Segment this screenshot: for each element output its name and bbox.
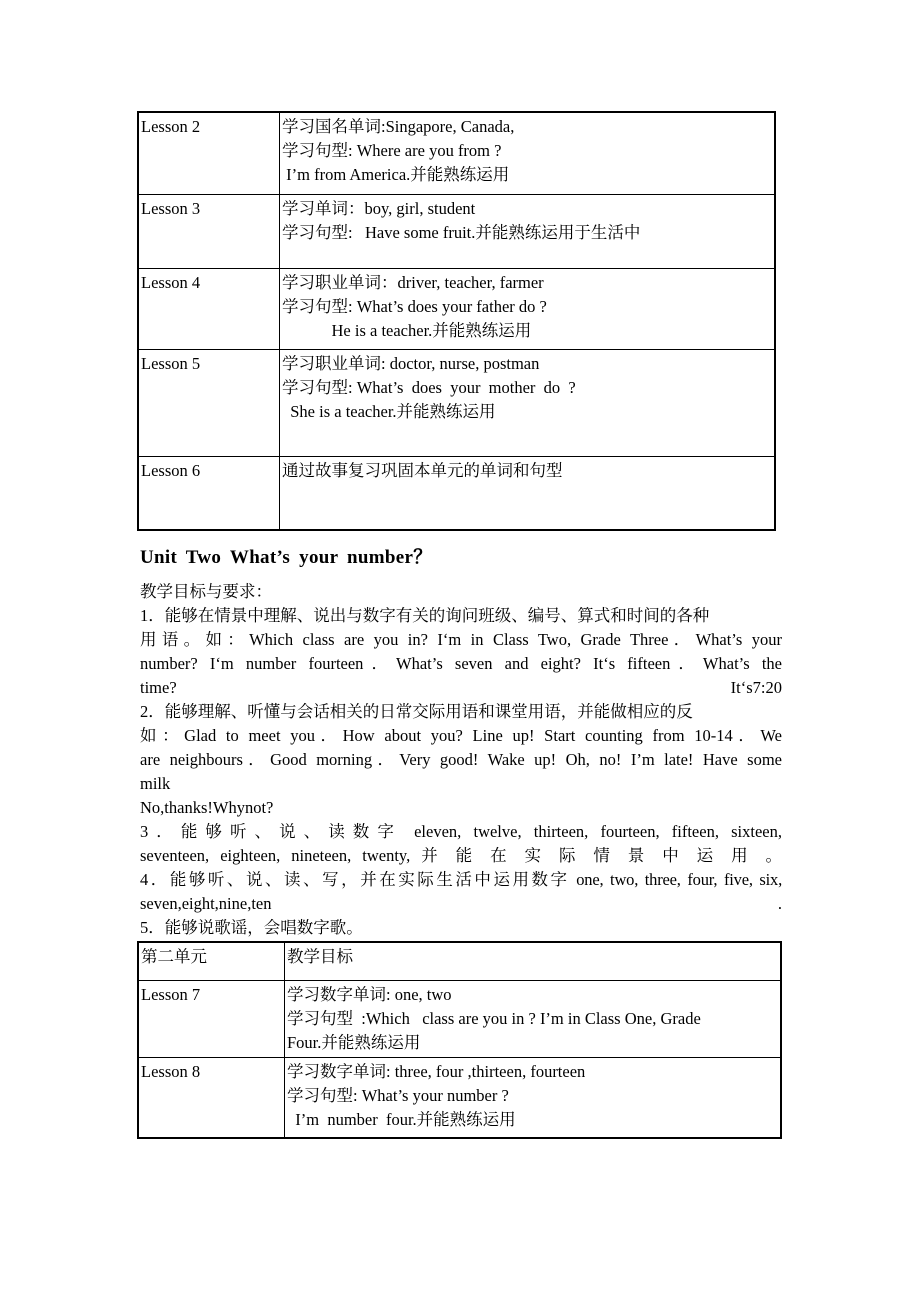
objective-line: She is a teacher.并能熟练运用	[282, 401, 496, 421]
goal-line: 1．能够在情景中理解、说出与数字有关的询问班级、编号、算式和时间的各种	[140, 606, 710, 625]
objective-line: 学习职业单词: doctor, nurse, postman	[282, 353, 540, 373]
goals-heading: 教学目标与要求：	[140, 582, 272, 601]
table-row	[138, 1057, 781, 1138]
table-row	[138, 980, 781, 1057]
objective-line: I’m number four.并能熟练运用	[287, 1109, 516, 1129]
header-cell-goals: 教学目标	[285, 942, 782, 980]
objective-line: Four.并能熟练运用	[287, 1032, 421, 1052]
objective-line: 学习国名单词:Singapore, Canada,	[282, 117, 515, 136]
objective-line: 学习句型: Where are you from ?	[282, 141, 502, 160]
objective-cell	[280, 112, 776, 194]
objective-line: 学习句型: Have some fruit.并能熟练运用于生活中	[282, 222, 641, 242]
goal-text: seven,eight,nine,ten	[140, 894, 272, 913]
objective-line: 学习句型: What’s does your father do ?	[282, 296, 547, 316]
lesson-cell: Lesson 4	[138, 268, 280, 349]
goal-line: 用语。如：Which class are you in? I‘m in Class Two, Grade Three．What’s your	[140, 630, 782, 649]
goal-line: No,thanks!Whynot?	[140, 798, 274, 817]
lesson-table-unit-one	[137, 111, 776, 531]
goal-text: It‘s7:20	[730, 678, 782, 697]
objective-line: 学习数字单词: one, two	[287, 984, 452, 1004]
lesson-cell: Lesson 8	[138, 1057, 285, 1138]
objective-line: 通过故事复习巩固本单元的单词和句型	[282, 460, 563, 480]
goal-line: seventeen, eighteen, nineteen, twenty, 并 能 在 实 际 情 景 中 运 用 。	[140, 846, 782, 865]
table-row	[138, 349, 775, 456]
lesson-table-unit-two	[137, 941, 782, 1139]
objective-cell	[285, 980, 782, 1057]
objective-line: 学习职业单词：driver, teacher, farmer	[282, 272, 544, 292]
goal-line: 2．能够理解、听懂与会话相关的日常交际用语和课堂用语，并能做相应的反	[140, 702, 693, 721]
header-cell-unit: 第二单元	[138, 942, 285, 980]
goal-text: .	[777, 894, 782, 913]
objective-cell	[285, 1057, 782, 1138]
goal-line: 4．能够听、说、读、写，并在实际生活中运用数字 one, two, three, four, five, six,	[140, 870, 782, 889]
goal-line: 5．能够说歌谣，会唱数字歌。	[140, 918, 363, 937]
lesson-cell: Lesson 3	[138, 194, 280, 268]
goal-line: 3．能够听、说、读数字 eleven, twelve, thirteen, fourteen, fifteen, sixteen,	[140, 822, 782, 841]
lesson-cell: Lesson 6	[138, 456, 280, 530]
objective-cell	[280, 349, 776, 456]
unit-title: Unit Two What’s your number？	[140, 547, 433, 568]
goal-line	[140, 892, 782, 916]
table-header-row	[138, 942, 781, 980]
objective-line: 学习单词：boy, girl, student	[282, 198, 476, 218]
objective-cell	[280, 456, 776, 530]
goal-line: 如：Glad to meet you．How about you? Line up! Start counting from 10-14．We	[140, 726, 782, 745]
objective-line: 学习数字单词: three, four ,thirteen, fourteen	[287, 1061, 586, 1081]
table-row	[138, 456, 775, 530]
goal-line: milk	[140, 774, 171, 793]
goal-line: are neighbours．Good morning．Very good! Wake up! Oh, no! I’m late! Have some	[140, 750, 782, 769]
objective-cell	[280, 268, 776, 349]
lesson-cell: Lesson 2	[138, 112, 280, 194]
table-row	[138, 194, 775, 268]
objective-line: 学习句型: What’s does your mother do ?	[282, 377, 576, 397]
objective-line: I’m from America.并能熟练运用	[282, 165, 510, 184]
objective-line: 学习句型 :Which class are you in ? I’m in Class One, Grade	[287, 1008, 701, 1028]
objective-line: He is a teacher.并能熟练运用	[282, 320, 532, 340]
lesson-cell: Lesson 7	[138, 980, 285, 1057]
lesson-cell: Lesson 5	[138, 349, 280, 456]
goal-line: number? I‘m number fourteen．What’s seven and eight? It‘s fifteen．What’s the	[140, 654, 782, 673]
objective-line: 学习句型: What’s your number ?	[287, 1085, 509, 1105]
teaching-goals	[140, 580, 782, 940]
goal-line	[140, 676, 782, 700]
objective-cell	[280, 194, 776, 268]
table-row	[138, 268, 775, 349]
table-row	[138, 112, 775, 194]
goal-text: time?	[140, 678, 177, 697]
